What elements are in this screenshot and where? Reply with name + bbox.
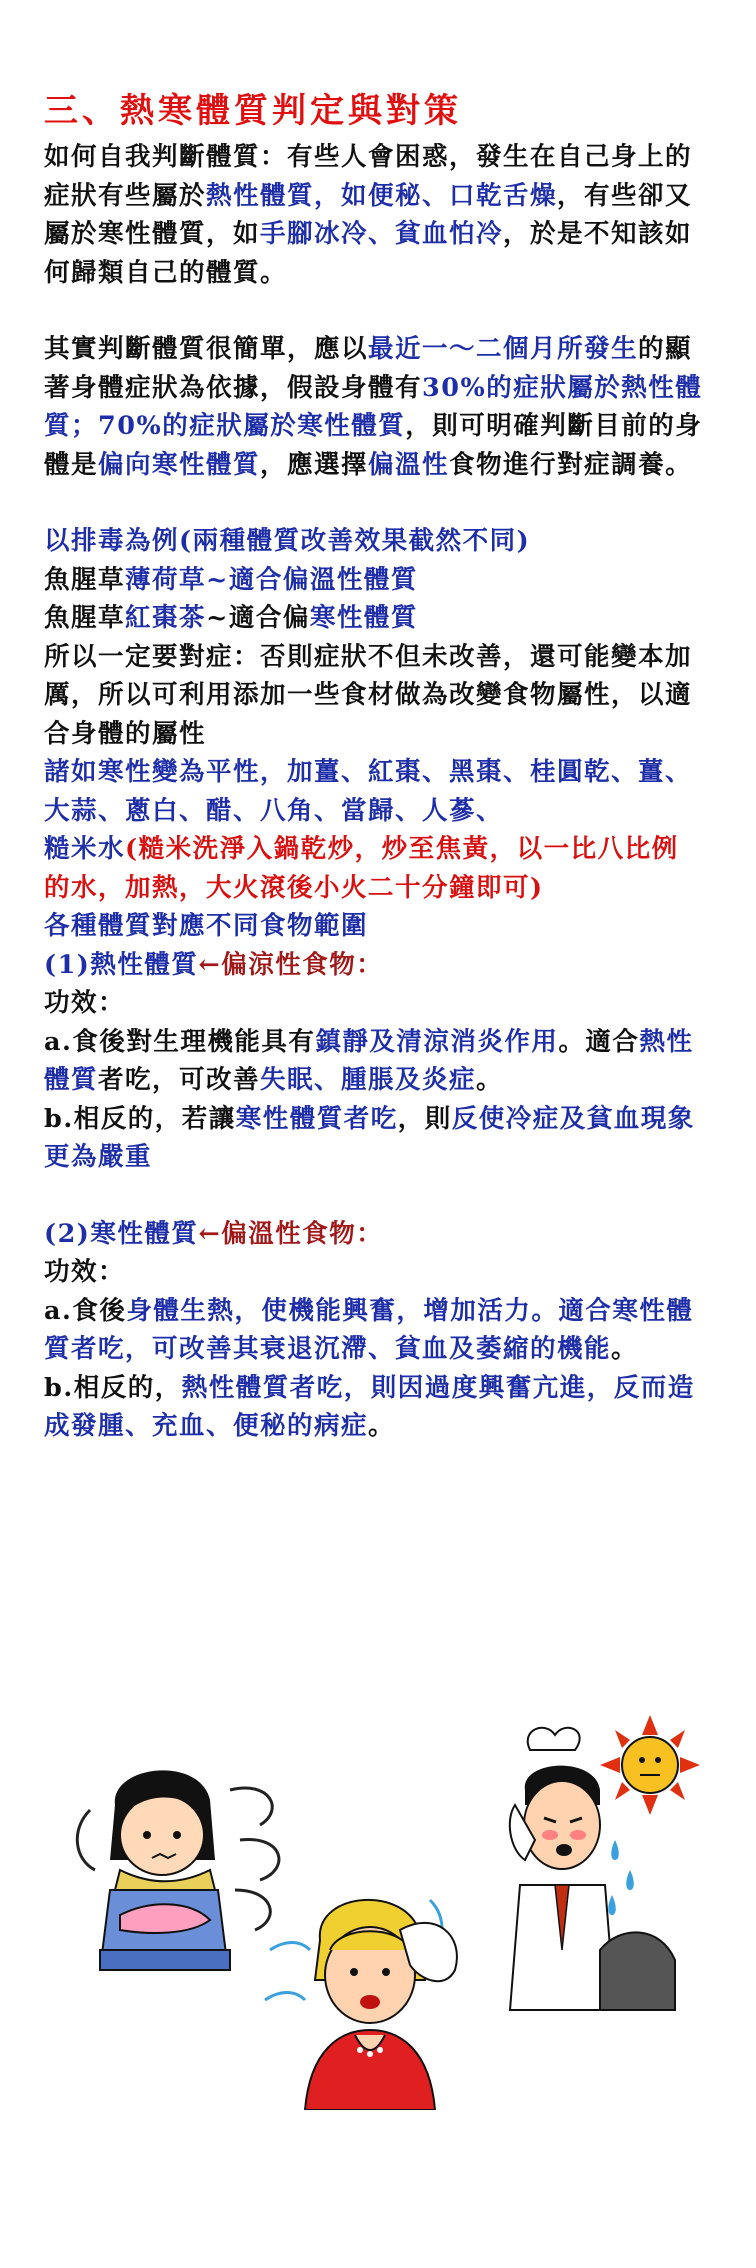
text: 紅棗茶 [125,603,207,633]
text: 者吃，可改善 [98,1065,261,1095]
cold-effect-a [44,1292,704,1369]
article [44,88,704,1446]
text: 身體生熱，使機能興奮，增加活力。適合寒性體質者吃，可改善其衰退沉滯、貧血及萎縮的機能 [44,1295,694,1364]
period-highlight: 最近一～二個月所發生 [368,334,639,364]
text: 熱性體質者吃，則因過度興奮亢進，反而造成發腫、充血、便秘的病症 [44,1372,695,1441]
hot-effect-b [44,1100,704,1177]
effect-label: 功效： [44,988,126,1018]
sun-icon [600,1715,700,1815]
text: b.相反的，若讓 [44,1103,236,1134]
text: (1)熱性體質 [44,949,199,980]
text: ，加薑、紅棗、黑棗、桂圓乾、薑、大蒜、蔥白、醋、八角、當歸、人蔘、 [44,757,693,826]
text: 魚腥草 [44,564,126,595]
text: ，則 [397,1103,452,1134]
detox-line-2 [44,599,704,638]
text: 食物進行對症調養。 [449,449,693,480]
paragraph-judgment-method [44,330,704,484]
text: 反使冷症及貧血現象更為嚴重 [44,1103,695,1172]
text: 。 [368,1411,396,1441]
ratio-highlight: 30%的症狀屬於熱性體質；70%的症狀屬於寒性體質 [44,372,703,441]
text: 熱性體質 [44,1026,694,1095]
text: 如何自我判斷體質：有些人會困惑，發生在自己身上的症狀有些屬於 [44,142,693,211]
cold-symptoms: 手腳冰冷、貧血怕冷 [260,219,504,249]
text: ←偏溫性食物： [198,1218,384,1249]
cold-tendency-highlight: 偏向寒性體質 [98,449,261,480]
text: 諸如 [44,757,99,787]
text: a.食後對生理機能具有 [44,1026,316,1057]
detox-line-1 [44,561,704,600]
text: 寒性變為平性 [98,757,261,787]
text: 。 [611,1334,639,1364]
text: 糙米水 [44,834,126,864]
text: (糙米洗淨入鍋乾炒，炒至焦黃，以一比八比例的水，加熱，大火滾後小火二十分鐘即可) [44,834,679,903]
detox-line-5 [44,830,704,907]
text: ，應選擇 [260,449,369,480]
hot-symptoms: 熱性體質，如便秘、口乾舌燥 [206,180,558,211]
text: 。適合 [558,1026,640,1057]
text: ，有些卻又屬於寒性體質，如 [44,180,693,249]
text: 薄荷草~適合偏 [125,564,310,595]
paragraph-self-judgment [44,138,704,292]
illustrations [60,1710,700,2110]
text: (2)寒性體質 [44,1218,199,1249]
cold-constitution-heading [44,1215,704,1254]
text: 鎮靜及清涼消炎作用 [315,1026,559,1057]
food-range-heading: 各種體質對應不同食物範圍 [44,911,369,941]
text: 的顯著身體症狀為依據，假設身體有 [44,334,693,403]
text: 失眠、腫脹及炎症 [260,1065,477,1095]
detox-line-3: 所以一定要對症：否則症狀不但未改善，還可能變本加厲，所以可利用添加一些食材做為改變食物屬性，以適合身體的屬性 [44,641,693,749]
text: 寒性體質者吃 [235,1103,398,1134]
text: ~適合偏 [206,603,310,633]
warm-food-highlight: 偏溫性 [368,449,450,480]
hot-constitution-heading [44,946,704,985]
section-title: 三、熱寒體質判定與對策 [44,91,462,131]
text: ←偏涼性食物： [198,949,384,980]
text: 溫性體質 [309,564,418,595]
hot-man-illustration [500,1710,700,2040]
text: 其實判斷體質很簡單，應以 [44,334,369,364]
text: ，則可明確判斷目前的身體是 [44,411,703,480]
text: b.相反的， [44,1372,182,1403]
detox-line-4 [44,753,704,830]
text: a.食後 [44,1295,127,1326]
effect-label: 功效： [44,1257,126,1287]
cold-effect-b [44,1369,704,1446]
text: 魚腥草 [44,603,126,633]
hot-effect-a [44,1023,704,1100]
text: 寒性體質 [309,603,418,633]
hot-woman-illustration [260,1880,500,2110]
text: 。 [476,1065,504,1095]
text: ，於是不知該如何歸類自己的體質。 [44,219,693,288]
detox-heading: 以排毒為例(兩種體質改善效果截然不同) [44,526,531,556]
